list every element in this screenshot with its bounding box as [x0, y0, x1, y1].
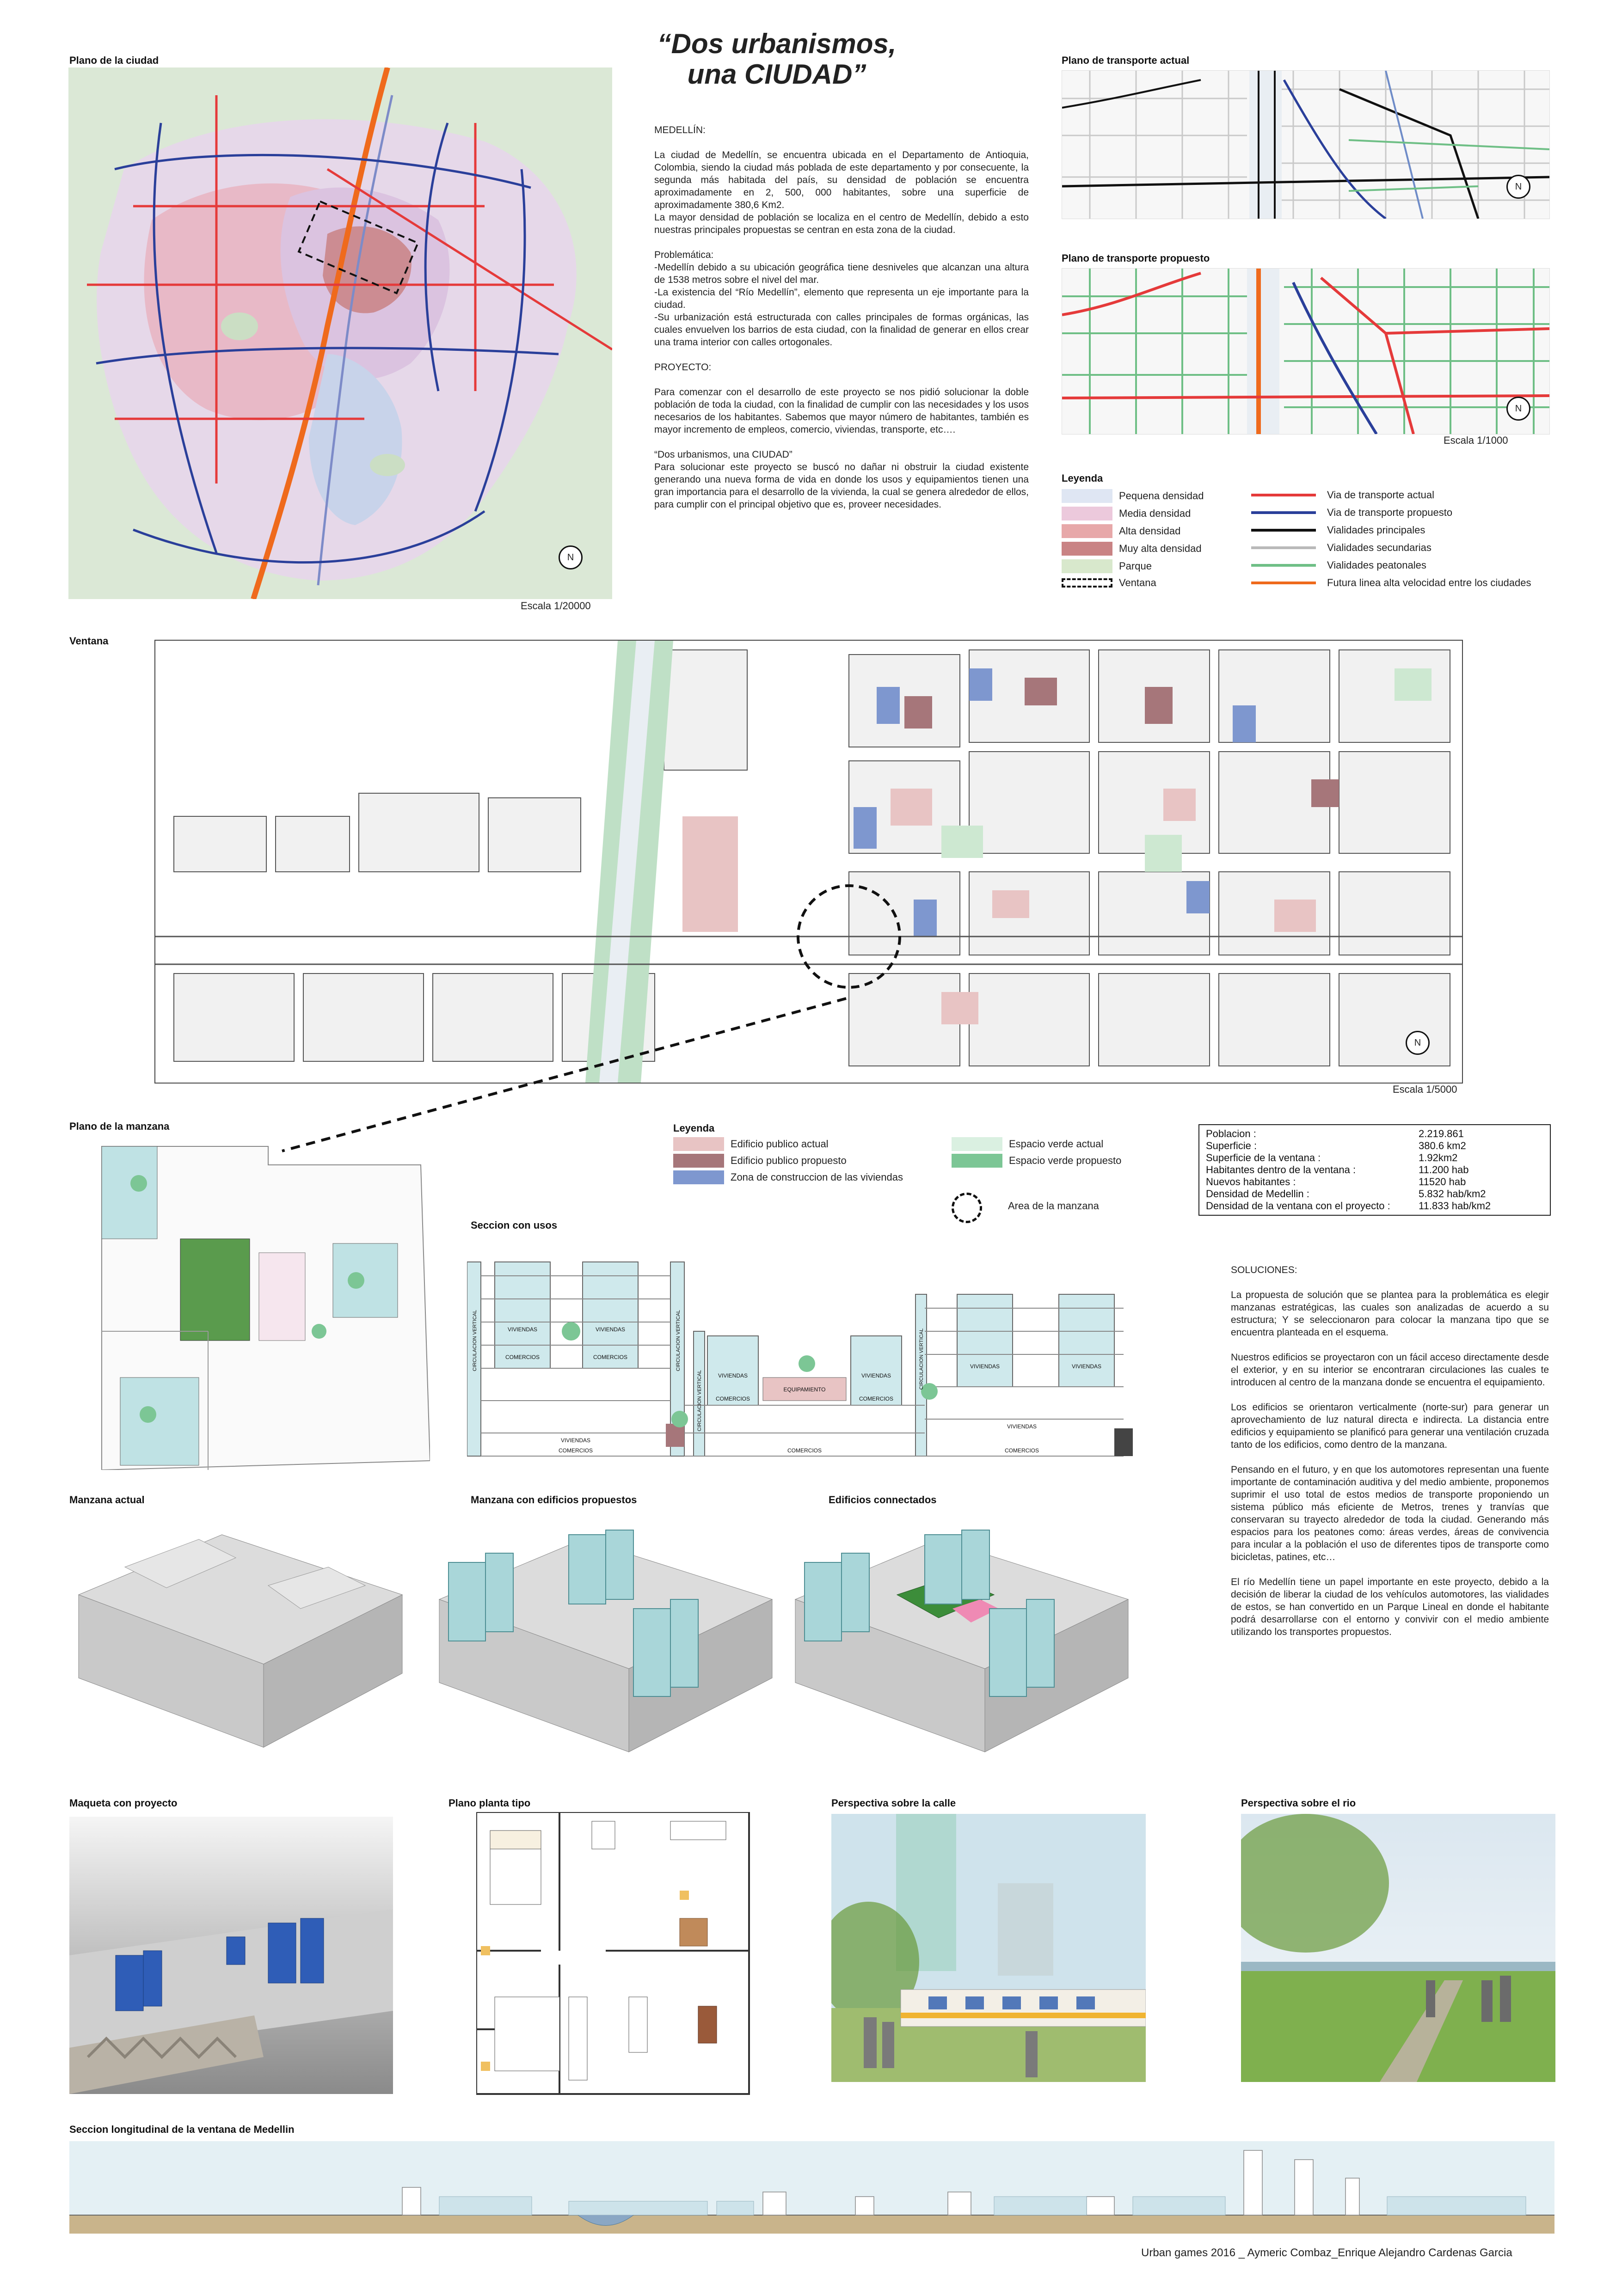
- usos-tag-comercios-4: COMERCIOS: [859, 1396, 894, 1402]
- stats-table: [1198, 1124, 1551, 1216]
- title-line-2: una CIUDAD”: [687, 59, 866, 90]
- stats-label: Densidad de Medellin :: [1206, 1188, 1309, 1200]
- stats-label: Superficie de la ventana :: [1206, 1152, 1321, 1163]
- legend-line-swatch: [1251, 529, 1316, 532]
- manzana-label: Plano de la manzana: [69, 1120, 170, 1132]
- city-scale-label: Escala 1/20000: [521, 600, 591, 612]
- legend-fill-swatch: [1062, 507, 1112, 520]
- legend-manzana-label: Zona de construccion de las viviendas: [731, 1171, 903, 1183]
- legend-fill-swatch: [1062, 524, 1112, 538]
- city-map: [68, 67, 612, 599]
- legend-fill-item: [1062, 507, 1191, 520]
- seccion-longitudinal-label: Seccion longitudinal de la ventana de Medellin: [69, 2124, 295, 2135]
- stats-label: Densidad de la ventana con el proyecto :: [1206, 1200, 1390, 1212]
- seccion-longitudinal-drawing: [69, 2141, 1554, 2234]
- transport-scale-label: Escala 1/1000: [1444, 435, 1508, 446]
- axo-actual-label: Manzana actual: [69, 1494, 145, 1506]
- transport-current-drawing: [1062, 71, 1549, 219]
- legend-fill-item: [1062, 489, 1204, 503]
- legend-fill-label: Ventana: [1119, 577, 1156, 588]
- legend-manzana-item: [673, 1170, 903, 1184]
- legend-area-manzana: [1008, 1200, 1099, 1212]
- north-arrow-transport-actual: N: [1506, 175, 1530, 199]
- legend-fill-item: [1062, 542, 1202, 556]
- legend-fill-item: [1062, 559, 1152, 573]
- usos-tag-comercios-6: COMERCIOS: [787, 1447, 822, 1454]
- legend-manzana-label: Edificio publico actual: [731, 1138, 829, 1150]
- legend-fill-label: Parque: [1119, 560, 1152, 572]
- stats-row: [1199, 1140, 1550, 1152]
- stats-value: 380.6 km2: [1419, 1140, 1466, 1151]
- maqueta-photo: [69, 1817, 393, 2094]
- usos-tag-viviendas-5: VIVIENDAS: [970, 1363, 1000, 1370]
- legend-line-label: Via de transporte actual: [1327, 489, 1434, 501]
- soluciones-text: SOLUCIONES: La propuesta de solución que se plantea para la problemática es elegir manzanas estratégicas, las cuales son analizadas de acuerdo a su estructura; Y se seleccionaron para colocar la manzana tipo que se encuentra planteada en el esquema. Nuestros edificios se proyectaron con un fácil acceso directamente desde el exterior, y en su interior se encontraran circulaciones las cuales te introducen al centro de la manzana donde se encuentra el equipamiento. Los edificios se orientaron verticalmente (norte-sur) para generar un aprovechamiento de luz natural directa e indirecta. La distancia entre edificios y equipamiento se planificó para generar una ventilación cruzada tanto de los edificios, como dentro de la manzana. Pensando en el futuro, y en que los automotores representan una fuente importante de contaminación auditiva y del medio ambiente, proponemos suprimir el uso total de estos medios de transporte proponiendo un sistema público más eficiente de Metros, trenes y tranvías que conservaran su trayecto alrededor de toda la ciudad. Generando más espacios para los peatones como: áreas verdes, áreas de convivencia para incular a la población el uso de diferentes tipos de transporte como bicicletas, patines, etc… El río Medellín tiene un papel importante en este proyecto, debido a la decisión de liberar la ciudad de los vehículos automotores, las vialidades de estos, se han convertido en un Parque Lineal en donde el habitante podrá desarrollarse con el entorno y convivir con el medio ambiente utilizando los transportes propuestos.: [1231, 1265, 1549, 1637]
- manzana-drawing: [69, 1137, 430, 1470]
- legend-manzana-swatch: [673, 1154, 724, 1168]
- stats-row: [1199, 1176, 1550, 1188]
- legend-line-label: Vialidades principales: [1327, 524, 1425, 536]
- usos-tag-circulacion-4: CIRCULACION VERTICAL: [919, 1328, 924, 1390]
- transport-proposed-drawing: [1062, 269, 1549, 434]
- legend-fill-label: Media densidad: [1119, 508, 1191, 519]
- usos-tag-comercios-2: COMERCIOS: [593, 1354, 628, 1360]
- transporte-propuesto-label: Plano de transporte propuesto: [1062, 252, 1210, 264]
- stats-row: [1199, 1188, 1550, 1200]
- zoom-connector: [277, 989, 879, 1156]
- legend-line-swatch: [1251, 494, 1316, 496]
- usos-tag-viviendas-4: VIVIENDAS: [861, 1372, 891, 1379]
- legend-manzana-swatch: [952, 1154, 1002, 1168]
- ventana-scale-label: Escala 1/5000: [1393, 1084, 1457, 1095]
- legend-fill-label: Muy alta densidad: [1119, 543, 1202, 554]
- legend-line-label: Vialidades secundarias: [1327, 542, 1432, 553]
- legend-line-label: Via de transporte propuesto: [1327, 507, 1453, 518]
- usos-tag-circulacion-3: CIRCULACION VERTICAL: [697, 1370, 702, 1432]
- legend-line-item: [1251, 542, 1432, 554]
- maqueta-label: Maqueta con proyecto: [69, 1797, 178, 1809]
- legend-line-swatch: [1251, 564, 1316, 567]
- axo-connectados-drawing: [786, 1525, 1137, 1766]
- legend-manzana-label: Espacio verde propuesto: [1009, 1155, 1122, 1166]
- leyenda-manzana-title: Leyenda: [673, 1122, 715, 1134]
- legend-line-label: Futura linea alta velocidad entre los ciudades: [1327, 577, 1531, 588]
- legend-fill-swatch: [1062, 489, 1112, 503]
- legend-manzana-swatch: [952, 1137, 1002, 1151]
- title-line-1: “Dos urbanismos,: [657, 28, 897, 59]
- legend-line-label: Vialidades peatonales: [1327, 559, 1426, 571]
- stats-value: 5.832 hab/km2: [1419, 1188, 1486, 1200]
- page-title: [657, 29, 897, 90]
- north-arrow-ventana: N: [1406, 1031, 1430, 1055]
- leyenda-ciudad-title: Leyenda: [1062, 472, 1103, 484]
- axo-propuestos-drawing: [430, 1525, 781, 1766]
- legend-manzana-swatch: [673, 1170, 724, 1184]
- legend-fill-label: Alta densidad: [1119, 525, 1181, 537]
- legend-line-item: [1251, 489, 1434, 501]
- seccion-usos-drawing: [467, 1248, 1140, 1470]
- legend-manzana-item: [673, 1137, 829, 1151]
- legend-manzana-swatch: [673, 1137, 724, 1151]
- legend-manzana-item: [952, 1154, 1121, 1168]
- calle-label: Perspectiva sobre la calle: [831, 1797, 956, 1809]
- legend-line-item: [1251, 559, 1426, 571]
- stats-row: [1199, 1152, 1550, 1164]
- rio-label: Perspectiva sobre el rio: [1241, 1797, 1356, 1809]
- planta-label: Plano planta tipo: [449, 1797, 531, 1809]
- legend-line-swatch: [1251, 511, 1316, 514]
- transport-proposed-map: [1062, 268, 1550, 435]
- usos-tag-circulacion-2: CIRCULACION VERTICAL: [676, 1310, 681, 1371]
- stats-row: [1199, 1164, 1550, 1176]
- seccion-usos-drawing-wrap: [467, 1248, 1140, 1470]
- north-arrow-city: N: [559, 545, 583, 569]
- legend-fill-swatch: [1062, 559, 1112, 573]
- stats-value: 2.219.861: [1419, 1128, 1464, 1139]
- legend-manzana-item: [673, 1154, 847, 1168]
- legend-manzana-label: Espacio verde actual: [1009, 1138, 1104, 1150]
- seccion-usos-label: Seccion con usos: [471, 1219, 558, 1231]
- legend-fill-item: [1062, 577, 1156, 589]
- legend-area-manzana-label: Area de la manzana: [1008, 1200, 1099, 1212]
- axo-connectados-label: Edificios connectados: [829, 1494, 937, 1506]
- usos-tag-viviendas-3: VIVIENDAS: [718, 1372, 748, 1379]
- legend-fill-label: Pequena densidad: [1119, 490, 1204, 502]
- usos-tag-equipamiento: EQUIPAMIENTO: [783, 1386, 826, 1393]
- usos-tag-viviendas-8: VIVIENDAS: [1007, 1423, 1037, 1430]
- legend-fill-item: [1062, 524, 1180, 538]
- legend-line-item: [1251, 577, 1531, 589]
- stats-label: Superficie :: [1206, 1140, 1257, 1151]
- credit-line: Urban games 2016 _ Aymeric Combaz_Enrique Alejandro Cardenas Garcia: [1141, 2247, 1512, 2259]
- usos-tag-comercios-5: COMERCIOS: [558, 1447, 593, 1454]
- usos-tag-comercios-7: COMERCIOS: [1004, 1447, 1039, 1454]
- ventana-label: Ventana: [69, 635, 109, 647]
- usos-tag-viviendas-2: VIVIENDAS: [595, 1326, 626, 1333]
- north-arrow-transport-propuesto: N: [1506, 397, 1530, 421]
- transport-current-map: [1062, 70, 1550, 219]
- usos-tag-comercios-1: COMERCIOS: [505, 1354, 540, 1360]
- usos-tag-viviendas-6: VIVIENDAS: [1071, 1363, 1102, 1370]
- legend-line-item: [1251, 507, 1452, 519]
- usos-tag-circulacion-1: CIRCULACION VERTICAL: [472, 1310, 478, 1371]
- usos-tag-viviendas-7: VIVIENDAS: [560, 1437, 591, 1444]
- stats-label: Nuevos habitantes :: [1206, 1176, 1296, 1188]
- manzana-plan: [69, 1137, 430, 1470]
- transporte-actual-label: Plano de transporte actual: [1062, 55, 1190, 66]
- legend-fill-swatch: [1062, 542, 1112, 556]
- stats-value: 11520 hab: [1419, 1176, 1466, 1188]
- legend-line-swatch: [1251, 582, 1316, 584]
- axo-propuestos-label: Manzana con edificios propuestos: [471, 1494, 637, 1506]
- axo-actual-drawing: [69, 1525, 412, 1766]
- usos-tag-comercios-3: COMERCIOS: [715, 1396, 750, 1402]
- city-map-drawing: [68, 67, 612, 599]
- legend-manzana-label: Edificio publico propuesto: [731, 1155, 847, 1166]
- stats-row: [1199, 1128, 1550, 1140]
- legend-line-item: [1251, 524, 1425, 536]
- stats-label: Habitantes dentro de la ventana :: [1206, 1164, 1356, 1176]
- perspectiva-rio-image: [1241, 1814, 1555, 2082]
- legend-manzana-item: [952, 1137, 1103, 1151]
- area-manzana-circle-icon: [952, 1193, 982, 1223]
- stats-value: 11.200 hab: [1419, 1164, 1469, 1176]
- stats-value: 11.833 hab/km2: [1419, 1200, 1491, 1212]
- stats-row: [1199, 1200, 1550, 1212]
- stats-value: 1.92km2: [1419, 1152, 1458, 1163]
- stats-label: Poblacion :: [1206, 1128, 1256, 1139]
- planta-tipo-drawing: [476, 1812, 754, 2099]
- usos-tag-viviendas-1: VIVIENDAS: [507, 1326, 538, 1333]
- legend-fill-swatch: [1062, 578, 1112, 588]
- intro-text: MEDELLÍN: La ciudad de Medellín, se encuentra ubicada en el Departamento de Antioquia, Colombia, siendo la ciudad más poblada de este departamento y por consecuente, la segunda más habitada del país, su densidad de población se encuentra aproximadamente en 2, 500, 000 habitantes, sobre una superficie de aproximadamente 380,6 Km2. La mayor densidad de población se localiza en el centro de Medellín, debido a esto nuestras principales propuestas se centran en esta zona de la ciudad. Problemática: -Medellín debido a su ubicación geográfica tiene desniveles que alcanzan una altura de 1538 metros sobre el nivel del mar. -La existencia del “Río Medellín”, elemento que representa un eje importante para la ciudad. -Su urbanización está estructurada con calles principales de formas orgánicas, las cuales envuelven los barrios de esta ciudad, con la finalidad de generar en ellos crear una trama interior con calles ortogonales. PROYECTO: Para comenzar con el desarrollo de este proyecto se nos pidió solucionar la doble población de toda la ciudad, con la finalidad de cumplir con las necesidades y los usos necesarios de los habitantes. Sabemos que mayor número de habitantes, también es mayor incremento de empleos, comercio, viviendas, transporte, etc…. “Dos urbanismos, una CIUDAD” Para solucionar este proyecto se buscó no dañar ni obstruir la ciudad existente generando una nueva forma de vida en donde los usos y equipamientos tienen una gran importancia para el desarrollo de la vivienda, la cual se genera alrededor de ellos, para cumplir con el principal objetivo que es, proveer necesidades.: [654, 125, 1029, 510]
- legend-line-swatch: [1251, 546, 1316, 549]
- perspectiva-calle-image: [831, 1814, 1146, 2082]
- plano-ciudad-label: Plano de la ciudad: [69, 55, 159, 66]
